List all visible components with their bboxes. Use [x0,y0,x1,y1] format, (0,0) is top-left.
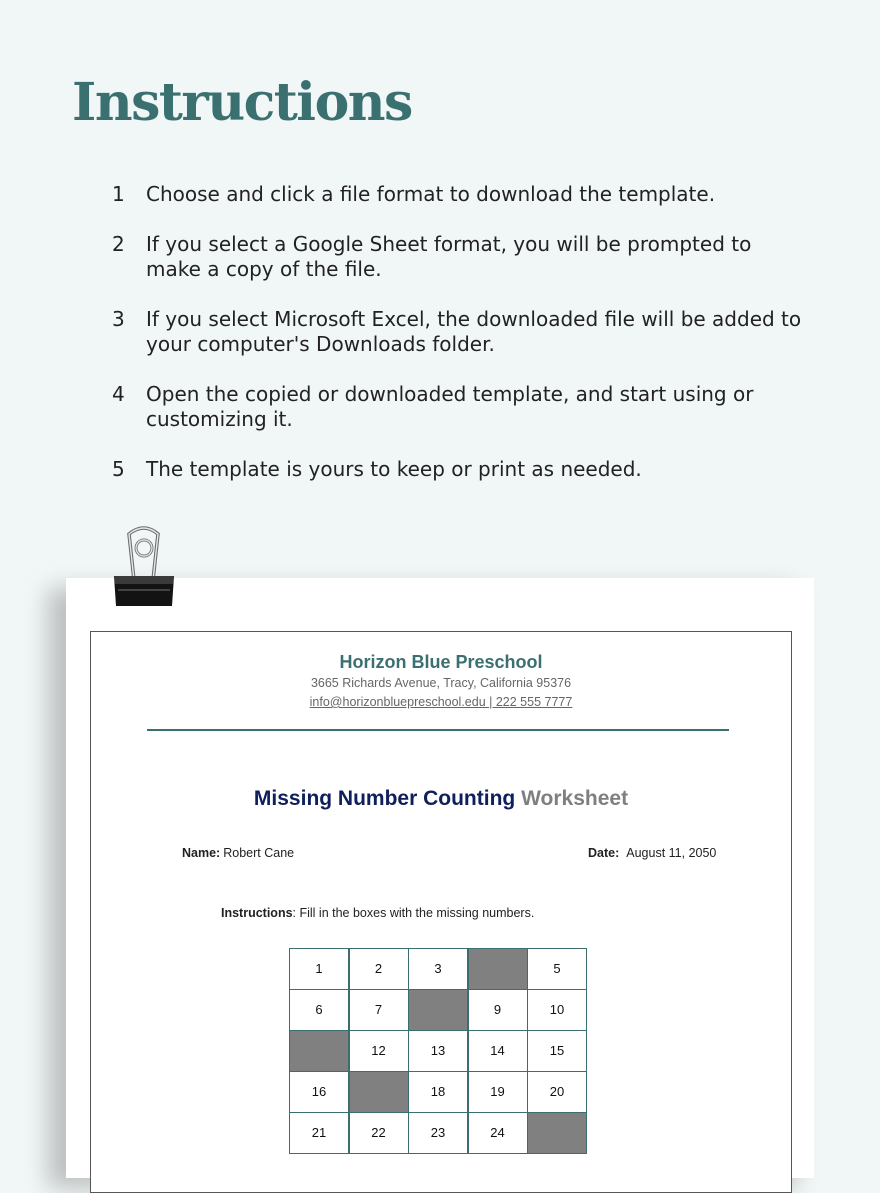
worksheet-preview-paper [66,578,814,1178]
step-number: 2 [112,232,125,256]
number-cell: 23 [409,1113,467,1153]
number-cell: 10 [528,990,586,1030]
step-text: If you select Microsoft Excel, the downloaded file will be added to your computer's Downloads folder. [146,307,802,356]
missing-number-cell [409,990,467,1030]
school-address: 3665 Richards Avenue, Tracy, California 95376 [310,676,572,690]
number-cell: 1 [290,949,348,989]
number-cell: 18 [409,1072,467,1112]
date-value: August 11, 2050 [626,846,717,860]
school-name: Horizon Blue Preschool [339,652,543,672]
missing-number-cell [350,1072,408,1112]
number-grid [289,948,587,1154]
page-title: Instructions [72,72,412,133]
instruction-steps [112,182,812,507]
instructions-text: : Fill in the boxes with the missing numbers. [292,906,535,920]
step-text: If you select a Google Sheet format, you will be prompted to make a copy of the file. [146,232,752,281]
number-cell: 2 [350,949,408,989]
step-text: Choose and click a file format to download the template. [146,182,716,206]
missing-number-cell [290,1031,348,1071]
date-label: Date: [588,846,620,860]
step-item [112,457,812,482]
date-field [588,846,716,860]
name-label: Name: [182,846,221,860]
step-number: 3 [112,307,125,331]
number-cell: 21 [290,1113,348,1153]
school-contact-link[interactable]: info@horizonbluepreschool.edu | 222 555 7777 [309,695,573,709]
binder-clip-icon [108,524,180,612]
step-text: The template is yours to keep or print as needed. [146,457,642,481]
worksheet-title [91,787,791,811]
number-cell: 5 [528,949,586,989]
number-cell: 14 [469,1031,527,1071]
step-text: Open the copied or downloaded template, and start using or customizing it. [146,382,754,431]
number-cell: 19 [469,1072,527,1112]
number-cell: 15 [528,1031,586,1071]
number-cell: 22 [350,1113,408,1153]
missing-number-cell [528,1113,586,1153]
step-item [112,307,812,357]
worksheet-title-sub: Worksheet [521,787,629,810]
number-cell: 6 [290,990,348,1030]
name-value: Robert Cane [223,846,295,860]
number-cell: 7 [350,990,408,1030]
worksheet-sheet [90,631,792,1193]
step-number: 4 [112,382,125,406]
worksheet-instructions [221,906,534,920]
step-number: 5 [112,457,125,481]
step-item [112,182,812,207]
step-number: 1 [112,182,125,206]
number-cell: 3 [409,949,467,989]
number-cell: 20 [528,1072,586,1112]
number-cell: 13 [409,1031,467,1071]
student-name-field [182,846,294,860]
header-divider [147,729,729,731]
number-cell: 24 [469,1113,527,1153]
worksheet-title-main: Missing Number Counting [253,787,516,810]
missing-number-cell [469,949,527,989]
instructions-label: Instructions [221,906,293,920]
number-cell: 9 [469,990,527,1030]
number-cell: 12 [350,1031,408,1071]
step-item [112,232,812,282]
step-item [112,382,812,432]
number-cell: 16 [290,1072,348,1112]
